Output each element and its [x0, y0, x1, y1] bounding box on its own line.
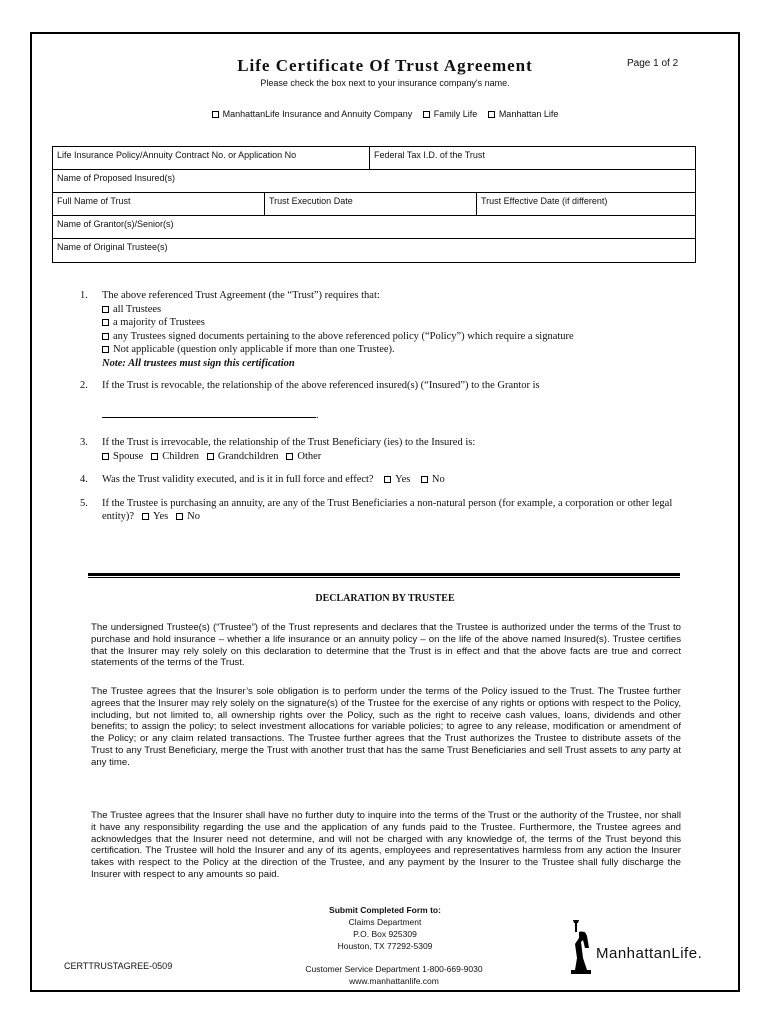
- page-number: Page 1 of 2: [627, 58, 679, 69]
- relationship-blank-field[interactable]: [102, 405, 316, 418]
- section-divider: [88, 573, 680, 578]
- company-options: [0, 109, 770, 119]
- declaration-paragraph-3: The Trustee agrees that the Insurer shall have no further duty to inquire into the terms of the Trust or the authority of the Trustee, nor shall it have any responsibility regarding the use and the application of any funds paid to the Trustee. Furthermore, the Trustee agrees and acknowledges that the Insurer need not determine, and will not be charged with any knowledge of, the terms of the Trust beyond this certification. The Trustee will hold the Insurer and any of its agents, employees and representatives harmless from any action the Insurer takes with respect to the Policy at the direction of the Trustee, and any payment by the Insurer to the Trustee shall fully discharge the Insurer with respect to any amounts so paid.: [91, 810, 681, 880]
- option-yes[interactable]: Yes: [142, 511, 168, 522]
- grantor-name-field[interactable]: Name of Grantor(s)/Senior(s): [57, 219, 174, 229]
- instruction-text: Please check the box next to your insurance company's name.: [260, 78, 510, 88]
- checkbox[interactable]: [212, 111, 219, 118]
- question-text: If the Trust is revocable, the relationship of the above referenced insured(s) (“Insured”) to the Grantor is: [102, 380, 540, 391]
- policy-number-field[interactable]: Life Insurance Policy/Annuity Contract No. or Application No: [53, 147, 370, 169]
- customer-service: Customer Service Department 1-800-669-9030 www.manhattanlife.com: [0, 963, 770, 987]
- question-4: 4. Was the Trust validity executed, and is it in full force and effect? Yes No: [80, 474, 445, 485]
- declaration-title: DECLARATION BY TRUSTEE: [315, 593, 455, 604]
- trustee-note: Note: All trustees must sign this certification: [102, 357, 295, 369]
- question-2: 2. If the Trust is revocable, the relationship of the above referenced insured(s) (“Insured”) to the Grantor is .: [80, 379, 690, 422]
- page-title: Life Certificate Of Trust Agreement: [237, 56, 533, 75]
- execution-date-field[interactable]: Trust Execution Date: [265, 193, 477, 215]
- website-link[interactable]: www.manhattanlife.com: [349, 976, 439, 986]
- company-option-family-life[interactable]: Family Life: [423, 109, 478, 119]
- option-all-trustees[interactable]: all Trustees: [102, 303, 690, 317]
- option-any-trustees[interactable]: any Trustees signed documents pertaining to the above referenced policy (“Policy”) which require a signature: [102, 330, 690, 344]
- company-option-manhattan-life[interactable]: Manhattan Life: [488, 109, 559, 119]
- checkbox[interactable]: [423, 111, 430, 118]
- option-yes[interactable]: Yes: [384, 474, 410, 485]
- option-grandchildren[interactable]: Grandchildren: [207, 451, 279, 462]
- company-option-manhattanlife-insurance[interactable]: ManhattanLife Insurance and Annuity Company: [212, 109, 413, 119]
- insured-name-field[interactable]: Name of Proposed Insured(s): [57, 173, 176, 183]
- question-text: If the Trustee is purchasing an annuity, are any of the Trust Beneficiaries a non-natural person (for example, a corporation or other legal entity)?: [102, 497, 673, 522]
- option-majority-trustees[interactable]: a majority of Trustees: [102, 316, 690, 330]
- declaration-paragraph-1: The undersigned Trustee(s) (“Trustee”) of the Trust represents and declares that the Trustee is authorized under the terms of the Trust to purchase and hold insurance – whether a life insurance or an annuity policy – on the life of the above named Insured(s). Trustee certifies that the Insurer may rely solely on this declaration to determine that the Trust is in effect and that the above facts are true and correct statements of the terms of the Trust.: [91, 622, 681, 669]
- tax-id-field[interactable]: Federal Tax I.D. of the Trust: [374, 150, 485, 160]
- trust-info-table: [52, 146, 696, 263]
- option-other[interactable]: Other: [286, 451, 321, 462]
- option-no[interactable]: No: [421, 474, 445, 485]
- trustee-name-field[interactable]: Name of Original Trustee(s): [57, 242, 168, 252]
- option-no[interactable]: No: [176, 511, 200, 522]
- question-text: Was the Trust validity executed, and is it in full force and effect?: [102, 474, 374, 485]
- question-text: If the Trust is irrevocable, the relationship of the Trust Beneficiary (ies) to the Insured is:: [102, 437, 476, 448]
- option-spouse[interactable]: Spouse: [102, 451, 143, 462]
- question-5: 5. If the Trustee is purchasing an annuity, are any of the Trust Beneficiaries a non-natural person (for example, a corporation or other legal entity)? Yes No: [80, 497, 673, 522]
- company-logo-text: ManhattanLife.: [596, 945, 703, 962]
- declaration-paragraph-2: The Trustee agrees that the Insurer’s sole obligation is to perform under the terms of the Policy issued to the Trust. The Trustee further agrees that the Insurer may rely solely on the signature(s) of the Trustee for the exercise of any rights or options with respect to the Policy, including, but not limited to, all ownership rights over the Policy, such as the right to receive cash values, loans, dividends and other benefits; to assign the policy; to select investment allocations for variable policies; to agree to any release, modification or amendment of the Policy; or any claim related transactions. The Trustee further agrees that the Trust authorizes the Trustee to distribute assets of the Trust to any Trust Beneficiary, merge the Trust with another trust that has the same Trust Beneficiaries and sell Trust assets to any party at any time.: [91, 686, 681, 768]
- question-3: 3. If the Trust is irrevocable, the relationship of the Trust Beneficiary (ies) to the Insured is: Spouse Children Grandchildren Other: [80, 436, 690, 463]
- form-code: CERTTRUSTAGREE-0509: [64, 961, 173, 971]
- effective-date-field[interactable]: Trust Effective Date (if different): [481, 196, 608, 206]
- option-not-applicable[interactable]: Not applicable (question only applicable if more than one Trustee).: [102, 343, 690, 357]
- option-children[interactable]: Children: [151, 451, 199, 462]
- question-1: 1. The above referenced Trust Agreement (the “Trust”) requires that: all Trustees a majority of Trustees any Trustees signed documents pertaining to the above referenced policy (“Policy”) which require a signature Not applicable (question only applicable if more than one Trustee). Note: All trustees must sign this certification: [80, 289, 690, 370]
- trust-name-field[interactable]: Full Name of Trust: [53, 193, 265, 215]
- question-text: The above referenced Trust Agreement (the “Trust”) requires that:: [102, 290, 380, 301]
- submit-address: Submit Completed Form to: Claims Department P.O. Box 925309 Houston, TX 77292-5309: [329, 905, 441, 951]
- questions-list: [80, 289, 690, 524]
- checkbox[interactable]: [488, 111, 495, 118]
